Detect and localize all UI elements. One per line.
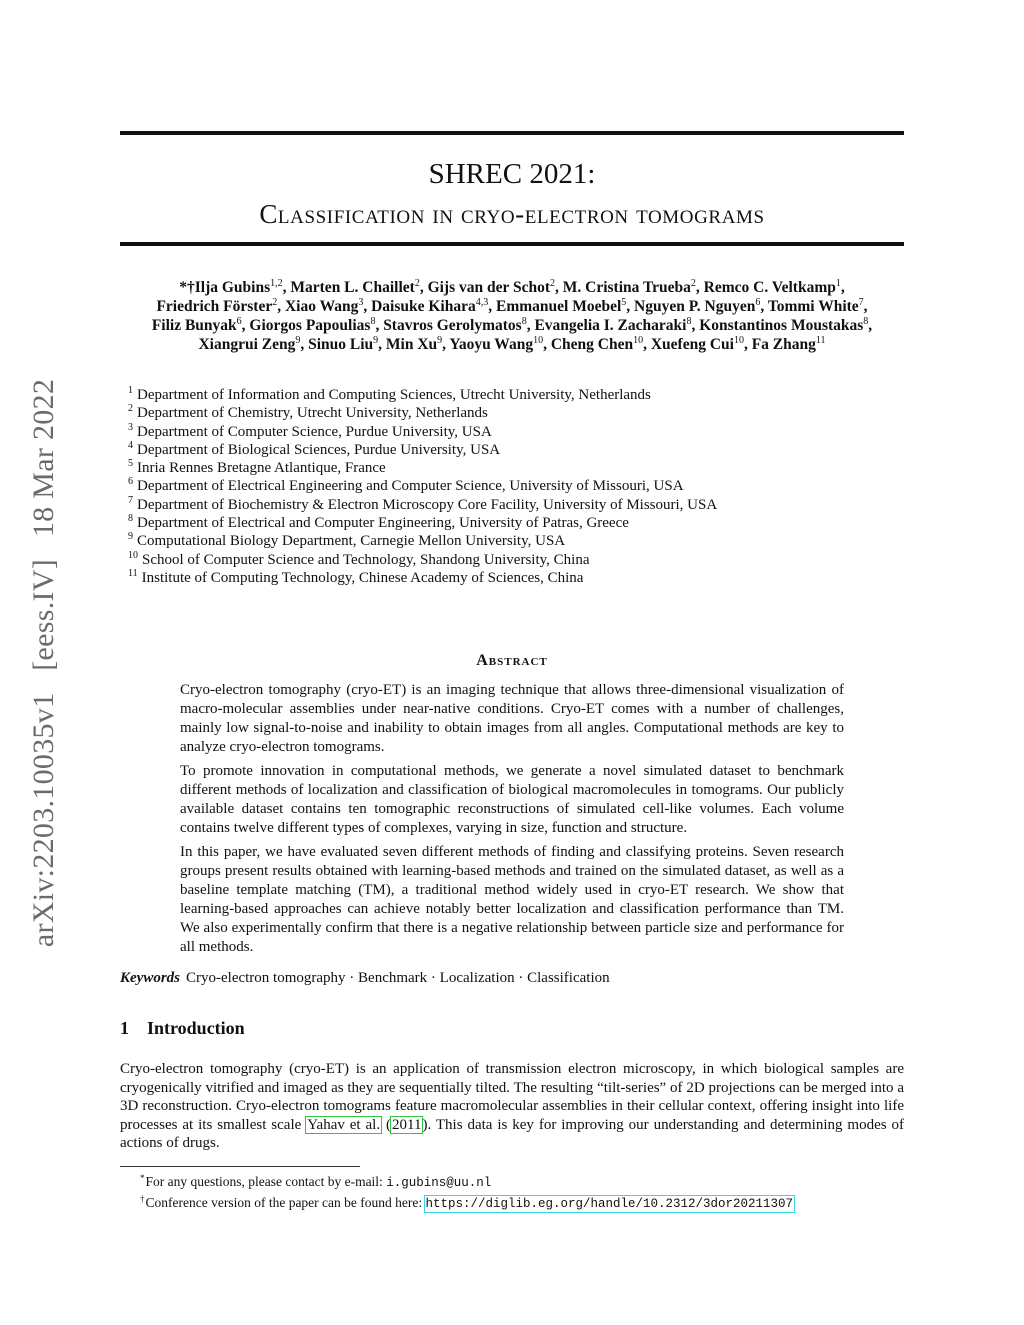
author-name: Friedrich Förster [156, 298, 273, 315]
author-name: Tommi White [767, 298, 859, 315]
author-affiliation-marker: 9 [373, 334, 379, 346]
author-affiliation-marker: 3 [358, 296, 364, 308]
affiliation-number: 4 [128, 439, 133, 451]
author-affiliation-marker: 1 [835, 277, 841, 289]
title-top-rule [120, 131, 904, 135]
section-heading-introduction [120, 1018, 245, 1039]
author-line: Friedrich Förster$^2$, Xiao Wang$^3$, Daisuke Kihara$^{4,3}$, Emmanuel Moebel$^5$, Nguyen P. Nguyen$^6$, Tommi White$^7$, [156, 296, 868, 315]
arxiv-date: 18 Mar 2022 [27, 378, 60, 538]
footnote-mark: * [140, 1172, 145, 1183]
intro-cite-open: ( [381, 1116, 392, 1133]
footnote-text: For any questions, please contact by e-mail: [145, 1174, 387, 1189]
author-affiliation-marker: 9 [295, 334, 301, 346]
affiliation-list [128, 386, 717, 587]
section-number: 1 [120, 1018, 129, 1038]
author-affiliation-marker: 2 [690, 277, 696, 289]
title-line-2: Classification in cryo-electron tomograms [259, 199, 765, 229]
author-affiliation-marker: 2 [272, 296, 278, 308]
affiliation-item [128, 386, 717, 404]
author-affiliation-marker: 10 [633, 334, 644, 346]
title-block [120, 156, 904, 232]
keywords-text: Cryo-electron tomography · Benchmark · Localization · Classification [186, 970, 610, 986]
affiliation-item [128, 423, 717, 441]
keywords-line [120, 969, 610, 988]
author-name: Cheng Chen [550, 336, 634, 353]
affiliation-text: Department of Information and Computing Sciences, Utrecht University, Netherlands [137, 387, 651, 403]
author-affiliation-marker: 6 [755, 296, 761, 308]
footnote-conference [140, 1193, 793, 1214]
author-name: Remco C. Veltkamp [703, 279, 836, 296]
footnote-contact [140, 1172, 793, 1193]
footnote-mark: † [140, 1193, 145, 1204]
arxiv-side-stamp [27, 365, 61, 947]
affiliation-item [128, 496, 717, 514]
author-name: Filiz Bunyak [151, 317, 237, 334]
abstract-paragraph: In this paper, we have evaluated seven different methods of finding and classifying proteins. Seven research groups present results obtained with learning-based methods and trained on the simulated dataset, as well as a baseline template matching (TM), a traditional method widely used in cryo-ET research. We show that learning-based approaches can achieve notably better localization and classification performance than TM. We also experimentally confirm that there is a negative relationship between particle size and performance for all methods. [180, 844, 844, 955]
author-name: Nguyen P. Nguyen [634, 298, 756, 315]
abstract-paragraph: To promote innovation in computational methods, we generate a novel simulated dataset to benchmark different methods of localization and classification of biological macromolecules in tomograms. Our publicly available dataset contains ten tomographic reconstructions of simulated cell-like volumes. Each volume contains twelve different types of complexes, varying in size, function and structure. [180, 763, 844, 836]
affiliation-text: Department of Electrical and Computer Engineering, University of Patras, Greece [137, 515, 629, 532]
conference-url-link[interactable]: https://diglib.eg.org/handle/10.2312/3dor20211307 [425, 1197, 794, 1211]
title-line-1: SHREC 2021: [428, 158, 596, 190]
author-name: Xiangrui Zeng [198, 336, 296, 353]
author-name: Emmanuel Moebel [495, 298, 622, 315]
author-affiliation-marker: 8 [863, 315, 869, 327]
affiliation-number: 11 [128, 567, 138, 579]
arxiv-id: arXiv:2203.10035v1 [27, 692, 60, 948]
citation-author-link[interactable]: Yahav et al. [307, 1116, 381, 1133]
affiliation-item [128, 514, 717, 532]
intro-text-after: ). This data is key for improving our understanding and determining modes of actions of drugs. [120, 1116, 905, 1151]
author-affiliation-marker: 1,2 [270, 277, 283, 289]
author-affiliation-marker: 8 [521, 315, 527, 327]
author-affiliation-marker: 5 [621, 296, 627, 308]
affiliation-text: Department of Biological Sciences, Purdue University, USA [137, 441, 501, 458]
author-affiliation-marker: 6 [236, 315, 242, 327]
author-name: Xuefeng Cui [650, 336, 734, 353]
contact-email: i.gubins@uu.nl [386, 1176, 492, 1190]
affiliation-item [128, 459, 717, 477]
author-name: Min Xu [385, 336, 438, 353]
author-affiliation-marker: 10 [733, 334, 744, 346]
author-name: Yaoyu Wang [449, 336, 534, 353]
author-name: Gijs van der Schot [427, 279, 550, 296]
author-name: Evangelia I. Zacharaki [534, 317, 687, 334]
author-affiliation-marker: 7 [858, 296, 864, 308]
introduction-paragraph [120, 1060, 904, 1153]
author-name: *†Ilja Gubins [179, 279, 271, 296]
affiliation-text: Department of Biochemistry & Electron Microscopy Core Facility, University of Missouri, USA [137, 496, 718, 513]
affiliation-text: Department of Electrical Engineering and Computer Science, University of Missouri, USA [137, 478, 684, 495]
author-list [120, 278, 904, 354]
citation-year-link[interactable]: 2011 [392, 1116, 422, 1133]
affiliation-number: 6 [128, 476, 133, 488]
author-affiliation-marker: 2 [414, 277, 420, 289]
author-name: M. Cristina Trueba [562, 279, 691, 296]
author-name: Konstantinos Moustakas [699, 317, 864, 334]
affiliation-text: Inria Rennes Bretagne Atlantique, France [137, 460, 386, 477]
footnotes [140, 1172, 793, 1214]
author-line: *†Ilja Gubins$^{1,2}$, Marten L. Chaillet$^2$, Gijs van der Schot$^2$, M. Cristina Trueba$^2$, Remco C. Veltkamp$^1$, [179, 277, 845, 296]
affiliation-number: 2 [128, 403, 133, 415]
author-affiliation-marker: 2 [550, 277, 555, 289]
affiliation-number: 8 [128, 513, 133, 525]
author-name: Daisuke Kihara [371, 298, 476, 315]
affiliation-item [128, 441, 717, 459]
affiliation-item [128, 532, 717, 550]
author-name: Fa Zhang [751, 336, 816, 353]
footnote-text: Conference version of the paper can be found here: [145, 1195, 426, 1210]
section-title: Introduction [147, 1018, 245, 1038]
affiliation-number: 7 [128, 494, 133, 506]
author-name: Xiao Wang [284, 298, 359, 315]
abstract-heading: Abstract [476, 652, 548, 669]
affiliation-item [128, 477, 717, 495]
affiliation-text: Department of Chemistry, Utrecht University, Netherlands [137, 405, 488, 422]
author-line: Xiangrui Zeng$^9$, Sinuo Liu$^9$, Min Xu$^9$, Yaoyu Wang$^{10}$, Cheng Chen$^{10}$, Xuefeng Cui$^{10}$, Fa Zhang$^{11}$ [198, 334, 826, 353]
affiliation-item [128, 404, 717, 422]
abstract-body [180, 681, 844, 962]
affiliation-text: Department of Computer Science, Purdue University, USA [137, 423, 492, 440]
author-name: Marten L. Chaillet [290, 279, 415, 296]
author-line: Filiz Bunyak$^6$, Giorgos Papoulias$^8$, Stavros Gerolymatos$^8$, Evangelia I. Zacharaki$^8$, Konstantinos Moustakas$^8$, [151, 315, 873, 334]
affiliation-number: 1 [128, 385, 133, 396]
keywords-label: Keywords [120, 970, 180, 986]
affiliation-number: 9 [128, 531, 133, 543]
abstract-paragraph: Cryo-electron tomography (cryo-ET) is an imaging technique that allows three-dimensional visualization of macro-molecular assemblies under near-native conditions. Cryo-ET comes with a number of challenges, mainly low signal-to-noise and inability to obtain images from all angles. Computational methods are key to analyze cryo-electron tomograms. [180, 682, 844, 755]
author-affiliation-marker: 8 [686, 315, 692, 327]
author-affiliation-marker: 9 [437, 334, 443, 346]
title-bottom-rule [120, 242, 904, 246]
affiliation-number: 10 [128, 549, 138, 561]
author-affiliation-marker: 8 [370, 315, 376, 327]
author-affiliation-marker: 10 [533, 334, 544, 346]
affiliation-number: 5 [128, 458, 133, 470]
author-affiliation-marker: 11 [815, 334, 826, 346]
affiliation-item [128, 569, 717, 587]
affiliation-number: 3 [128, 421, 133, 433]
affiliation-item [128, 551, 717, 569]
footnote-divider [120, 1166, 360, 1167]
affiliation-text: School of Computer Science and Technology, Shandong University, China [142, 551, 590, 568]
intro-text-before: Cryo-electron tomography (cryo-ET) is an application of transmission electron microscopy, in which biological samples are cryogenically vitrified and imaged as they are sequentially tilted. The resulting “tilt-series” of 2D projections can be merged into a 3D reconstruction. Cryo-electron tomograms feature macromolecular assemblies in their cellular context, offering insight into life processes at its smallest scale [120, 1061, 904, 1133]
author-name: Sinuo Liu [308, 336, 374, 353]
arxiv-category: [eess.IV] [27, 558, 60, 671]
author-name: Giorgos Papoulias [249, 317, 371, 334]
affiliation-text: Institute of Computing Technology, Chinese Academy of Sciences, China [141, 569, 584, 586]
author-affiliation-marker: 4,3 [475, 296, 489, 308]
affiliation-text: Computational Biology Department, Carnegie Mellon University, USA [137, 533, 566, 550]
author-name: Stavros Gerolymatos [383, 317, 522, 334]
